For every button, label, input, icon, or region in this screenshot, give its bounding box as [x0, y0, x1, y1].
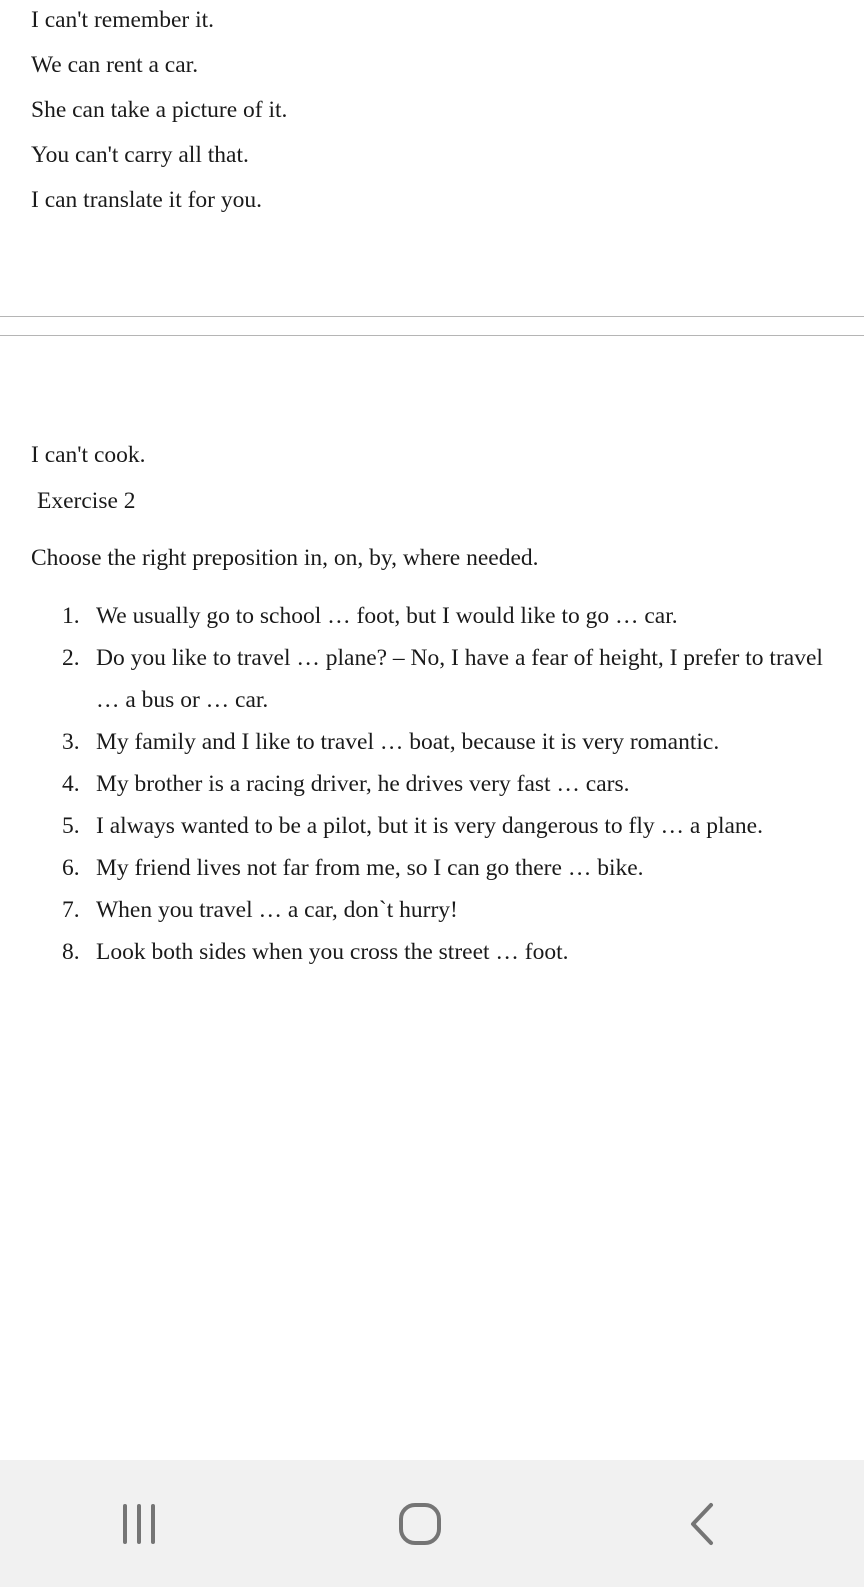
- item-number: 6.: [62, 855, 80, 881]
- item-text: My family and I like to travel … boat, because it is very romantic.: [96, 729, 720, 755]
- exercise-item: [62, 931, 836, 973]
- navigation-bar: [0, 1460, 864, 1587]
- exercise-item: [62, 595, 836, 637]
- recents-button[interactable]: [97, 1482, 181, 1566]
- item-number: 1.: [62, 603, 80, 629]
- item-text: We usually go to school … foot, but I would like to go … car.: [96, 603, 678, 629]
- item-text: My friend lives not far from me, so I can go there … bike.: [96, 855, 644, 881]
- back-icon: [687, 1502, 717, 1546]
- exercise-instruction: Choose the right preposition in, on, by, where needed.: [31, 545, 539, 571]
- exercise-item: [62, 847, 836, 889]
- exercise-item: [62, 805, 836, 847]
- exercise-list: [0, 595, 864, 973]
- exercise-item: [62, 763, 836, 805]
- exercise-item: [62, 637, 836, 721]
- item-number: 4.: [62, 771, 80, 797]
- text-line: You can't carry all that.: [31, 142, 249, 168]
- document-page-top: [0, 0, 864, 316]
- item-text: Look both sides when you cross the street … foot.: [96, 939, 569, 965]
- item-text: My brother is a racing driver, he drives very fast … cars.: [96, 771, 630, 797]
- exercise-item: [62, 721, 836, 763]
- text-line: I can translate it for you.: [31, 187, 262, 213]
- text-line: She can take a picture of it.: [31, 97, 288, 123]
- item-number: 7.: [62, 897, 80, 923]
- item-text: I always wanted to be a pilot, but it is very dangerous to fly … a plane.: [96, 813, 763, 839]
- home-button[interactable]: [378, 1482, 462, 1566]
- back-button[interactable]: [660, 1482, 744, 1566]
- item-text: Do you like to travel … plane? – No, I have a fear of height, I prefer to travel … a bus or … car.: [96, 645, 823, 713]
- home-icon: [398, 1502, 442, 1546]
- page-break: [0, 316, 864, 336]
- item-number: 8.: [62, 939, 80, 965]
- exercise-item: [62, 889, 836, 931]
- item-number: 5.: [62, 813, 80, 839]
- item-text: When you travel … a car, don`t hurry!: [96, 897, 458, 923]
- exercise-title: Exercise 2: [37, 488, 136, 514]
- recents-icon: [119, 1504, 159, 1544]
- text-line: We can rent a car.: [31, 52, 199, 78]
- item-number: 3.: [62, 729, 80, 755]
- text-line: I can't remember it.: [31, 7, 215, 33]
- item-number: 2.: [62, 645, 80, 671]
- text-line: I can't cook.: [31, 442, 146, 468]
